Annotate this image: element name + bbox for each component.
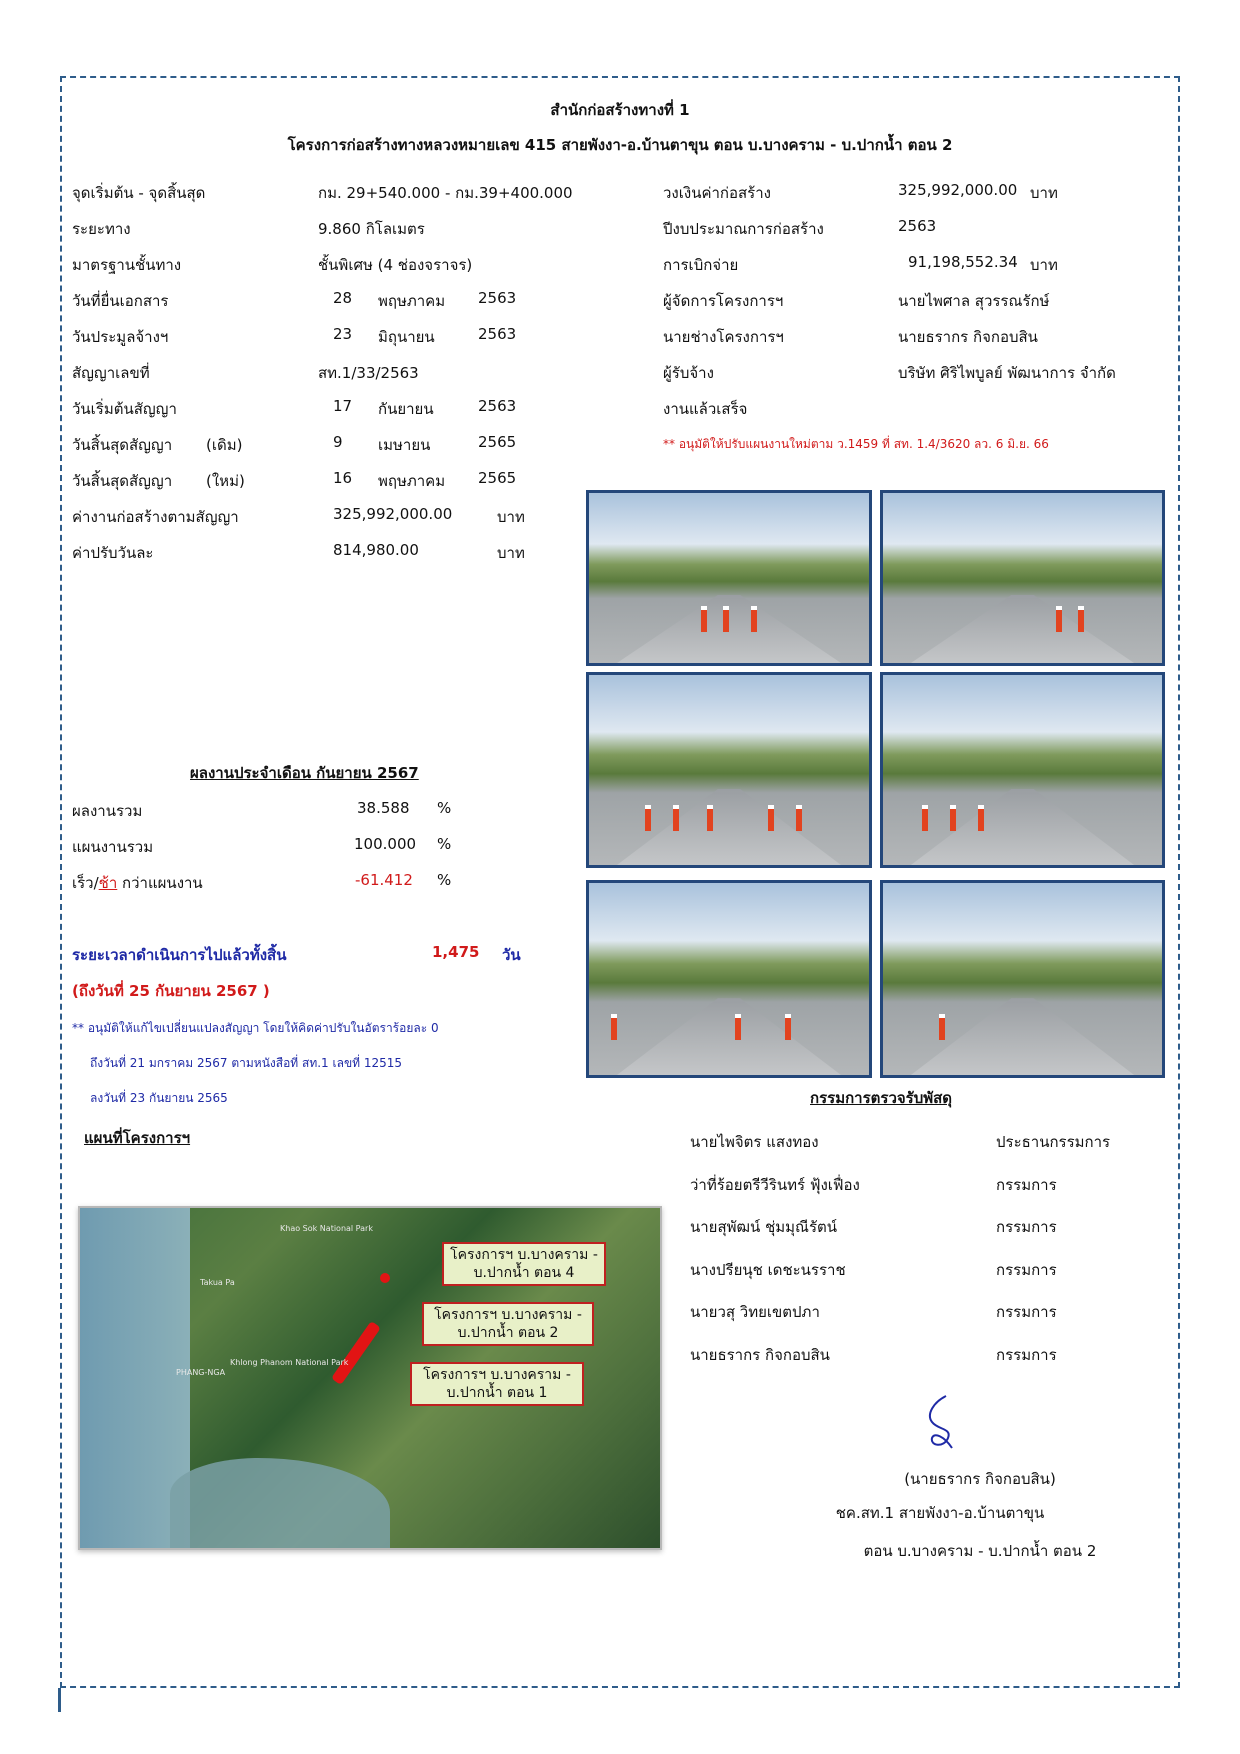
fiscal-value: 2563 bbox=[898, 217, 937, 235]
map-title: แผนที่โครงการฯ bbox=[84, 1129, 191, 1147]
submit-month: พฤษภาคม bbox=[378, 292, 446, 310]
progress-total-value: 38.588 bbox=[357, 799, 410, 817]
progress-plan-value: 100.000 bbox=[354, 835, 417, 853]
approval-note: ** อนุมัติให้ปรับแผนงานใหม่ตาม ว.1459 ที่ สท. 1.4/3620 ลว. 6 มิ.ย. 66 bbox=[663, 437, 1049, 451]
progress-plan-label: แผนงานรวม bbox=[72, 838, 154, 856]
map-callout-section-1: โครงการฯ บ.บางคราม - บ.ปากน้ำ ตอน 1 bbox=[410, 1362, 584, 1406]
elapsed-unit: วัน bbox=[502, 946, 521, 964]
end-new-tag: (ใหม่) bbox=[206, 472, 245, 490]
diff-slow: ช้า bbox=[98, 874, 118, 892]
end-new-label: วันสิ้นสุดสัญญา bbox=[72, 472, 173, 490]
contractor-value: บริษัท ศิริไพบูลย์ พัฒนาการ จำกัด bbox=[898, 364, 1116, 382]
engineer-label: นายช่างโครงการฯ bbox=[663, 328, 784, 346]
distance-value: 9.860 กิโลเมตร bbox=[318, 220, 425, 238]
amendment-note-1: ** อนุมัติให้แก้ไขเปลี่ยนแปลงสัญญา โดยให้คิดค่าปรับในอัตราร้อยละ 0 bbox=[72, 1021, 439, 1035]
end-new-month: พฤษภาคม bbox=[378, 472, 446, 490]
committee-member-name: นายสุพัฒน์ ชุ่มมุณีรัตน์ bbox=[690, 1218, 838, 1236]
committee-member-role: ประธานกรรมการ bbox=[996, 1133, 1111, 1151]
project-map bbox=[78, 1206, 662, 1550]
manager-value: นายไพศาล สุวรรณรักษ์ bbox=[898, 292, 1050, 310]
progress-diff-unit: % bbox=[437, 871, 452, 889]
map-callout-section-4: โครงการฯ บ.บางคราม - บ.ปากน้ำ ตอน 4 bbox=[442, 1242, 606, 1286]
disburse-label: การเบิกจ่าย bbox=[663, 256, 739, 274]
engineer-value: นายธรากร กิจกอบสิน bbox=[898, 328, 1038, 346]
committee-member-name: นายวสุ วิทยเขตปภา bbox=[690, 1303, 820, 1321]
progress-total-label: ผลงานรวม bbox=[72, 802, 143, 820]
start-year: 2563 bbox=[478, 397, 517, 415]
submit-day: 28 bbox=[333, 289, 353, 307]
map-label-khaosok: Khao Sok National Park bbox=[280, 1224, 373, 1233]
end-old-label: วันสิ้นสุดสัญญา bbox=[72, 436, 173, 454]
office-title: สำนักก่อสร้างทางที่ 1 bbox=[550, 101, 690, 119]
budget-label: วงเงินค่าก่อสร้าง bbox=[663, 184, 771, 202]
standard-value: ชั้นพิเศษ (4 ช่องจราจร) bbox=[318, 256, 473, 274]
end-old-tag: (เดิม) bbox=[206, 436, 243, 454]
amendment-note-2: ถึงวันที่ 21 มกราคม 2567 ตามหนังสือที่ สท.1 เลขที่ 12515 bbox=[90, 1056, 403, 1070]
end-new-year: 2565 bbox=[478, 469, 517, 487]
committee-member-role: กรรมการ bbox=[996, 1303, 1057, 1321]
map-label-phangnga: PHANG-NGA bbox=[176, 1368, 226, 1377]
map-callout-section-2: โครงการฯ บ.บางคราม - บ.ปากน้ำ ตอน 2 bbox=[422, 1302, 594, 1346]
signer-position-2: ตอน บ.บางคราม - บ.ปากน้ำ ตอน 2 bbox=[863, 1542, 1097, 1560]
contractor-label: ผู้รับจ้าง bbox=[663, 364, 714, 382]
project-title: โครงการก่อสร้างทางหลวงหมายเลข 415 สายพังงา-อ.บ้านตาขุน ตอน บ.บางคราม - บ.ปากน้ำ ตอน 2 bbox=[287, 136, 953, 154]
site-photo-6 bbox=[880, 880, 1165, 1078]
completed-label: งานแล้วเสร็จ bbox=[663, 400, 748, 418]
end-old-month: เมษายน bbox=[378, 436, 431, 454]
disburse-value: 91,198,552.34 bbox=[908, 253, 1018, 271]
committee-member-role: กรรมการ bbox=[996, 1176, 1057, 1194]
as-of-date: (ถึงวันที่ 25 กันยายน 2567 ) bbox=[72, 982, 270, 1000]
committee-member-name: นางปรียนุช เดชะนรราช bbox=[690, 1261, 846, 1279]
fine-unit: บาท bbox=[497, 544, 525, 562]
map-route-section-4 bbox=[380, 1273, 390, 1283]
submit-year: 2563 bbox=[478, 289, 517, 307]
committee-member-name: ว่าที่ร้อยตรีวีรินทร์ ฟุ้งเฟื่อง bbox=[690, 1176, 860, 1194]
fiscal-label: ปีงบประมาณการก่อสร้าง bbox=[663, 220, 824, 238]
elapsed-value: 1,475 bbox=[432, 943, 480, 961]
contract-no-value: สท.1/33/2563 bbox=[318, 364, 419, 382]
fine-label: ค่าปรับวันละ bbox=[72, 544, 154, 562]
progress-plan-unit: % bbox=[437, 835, 452, 853]
diff-than-plan: กว่าแผนงาน bbox=[117, 874, 203, 892]
end-old-day: 9 bbox=[333, 433, 343, 451]
amendment-note-3: ลงวันที่ 23 กันยายน 2565 bbox=[90, 1091, 228, 1105]
signature-image bbox=[912, 1392, 972, 1454]
progress-title: ผลงานประจำเดือน กันยายน 2567 bbox=[190, 764, 419, 782]
committee-member-role: กรรมการ bbox=[996, 1346, 1057, 1364]
progress-diff-label bbox=[72, 871, 203, 895]
manager-label: ผู้จัดการโครงการฯ bbox=[663, 292, 784, 310]
site-photo-1 bbox=[586, 490, 872, 666]
standard-label: มาตรฐานชั้นทาง bbox=[72, 256, 182, 274]
submit-label: วันที่ยื่นเอกสาร bbox=[72, 292, 169, 310]
cost-unit: บาท bbox=[497, 508, 525, 526]
start-end-label: จุดเริ่มต้น - จุดสิ้นสุด bbox=[72, 184, 206, 202]
start-day: 17 bbox=[333, 397, 353, 415]
disburse-unit: บาท bbox=[1030, 256, 1058, 274]
fine-value: 814,980.00 bbox=[333, 541, 419, 559]
start-end-value: กม. 29+540.000 - กม.39+400.000 bbox=[318, 184, 573, 202]
site-photo-5 bbox=[586, 880, 872, 1078]
site-photo-3 bbox=[586, 672, 872, 868]
budget-unit: บาท bbox=[1030, 184, 1058, 202]
committee-member-role: กรรมการ bbox=[996, 1218, 1057, 1236]
start-label: วันเริ่มต้นสัญญา bbox=[72, 400, 177, 418]
cost-label: ค่างานก่อสร้างตามสัญญา bbox=[72, 508, 239, 526]
map-label-klongphanom: Khlong Phanom National Park bbox=[230, 1358, 349, 1367]
page-marker bbox=[58, 1688, 61, 1712]
diff-fast: เร็ว/ bbox=[72, 874, 99, 892]
bid-year: 2563 bbox=[478, 325, 517, 343]
bid-label: วันประมูลจ้างฯ bbox=[72, 328, 169, 346]
site-photo-4 bbox=[880, 672, 1165, 868]
map-route-section-2 bbox=[331, 1321, 381, 1385]
map-label-takuapa: Takua Pa bbox=[200, 1278, 235, 1287]
committee-member-role: กรรมการ bbox=[996, 1261, 1057, 1279]
committee-title: กรรมการตรวจรับพัสดุ bbox=[810, 1089, 953, 1107]
signer-position-1: ชค.สท.1 สายพังงา-อ.บ้านตาขุน bbox=[835, 1504, 1045, 1522]
progress-total-unit: % bbox=[437, 799, 452, 817]
elapsed-label: ระยะเวลาดำเนินการไปแล้วทั้งสิ้น bbox=[72, 946, 287, 964]
progress-diff-value: -61.412 bbox=[355, 871, 413, 889]
start-month: กันยายน bbox=[378, 400, 434, 418]
distance-label: ระยะทาง bbox=[72, 220, 131, 238]
contract-no-label: สัญญาเลขที่ bbox=[72, 364, 150, 382]
cost-value: 325,992,000.00 bbox=[333, 505, 453, 523]
budget-value: 325,992,000.00 bbox=[898, 181, 1018, 199]
bid-day: 23 bbox=[333, 325, 353, 343]
signer-name: (นายธรากร กิจกอบสิน) bbox=[904, 1470, 1056, 1488]
committee-member-name: นายธรากร กิจกอบสิน bbox=[690, 1346, 830, 1364]
end-old-year: 2565 bbox=[478, 433, 517, 451]
committee-member-name: นายไพจิตร แสงทอง bbox=[690, 1133, 819, 1151]
site-photo-2 bbox=[880, 490, 1165, 666]
bid-month: มิถุนายน bbox=[378, 328, 435, 346]
map-bay bbox=[170, 1458, 390, 1548]
end-new-day: 16 bbox=[333, 469, 353, 487]
